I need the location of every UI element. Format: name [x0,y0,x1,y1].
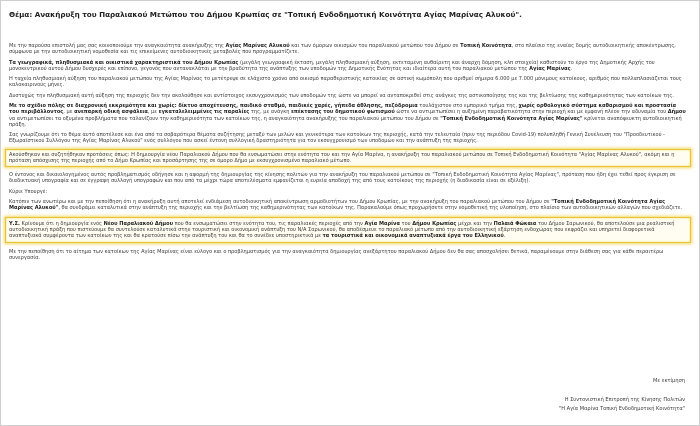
bold-span: Δήμου Κρωπίας [412,220,457,227]
text-span: που θα ενσωματώσει στην ενότητα του, τις παραλιακές περιοχές από την [173,220,365,227]
bold-span: "Τοπική Ενδοδημοτική Κοινότητα Αγίας Μαρίνας" [440,115,583,122]
paragraph-citizens-movement [9,172,687,184]
highlighted-postscript [5,217,691,243]
paragraph-characteristics [9,60,687,72]
paragraph-assembly [9,132,687,144]
paragraph-infrastructure [9,93,687,99]
text-span: ώστε να αντιμετωπίσει η αυξημένη παραβατικότητα στην περιοχή και με εμφανή πλέον την αδυναμία του [394,109,668,116]
bold-span: ανεπαρκή οδική ασφάλεια [74,109,148,116]
text-span: Σας γνωρίζουμε ότι το θέμα αυτό αποτέλεσε και ένα από τα σοβαρότερα θέματα συζήτησης μεταξύ των μελών και γενικότερα των κατοίκων της περιοχής, κατά την τελευταία (πριν της περιόδου Covid-19) πολυπληθή Γενική Συνέλευση του "Προοδευτικού - Εξωραϊστικού Συλλόγου της Αγίας Μαρίνας Αλυκού" ενός συλλόγου που ασκεί έντονη συλλογική δραστηριότητα για τον εκσυγχρονισμό των υποδομών και την ανάπτυξη της περιοχής. [9,132,665,145]
movement-name: "Η Αγία Μαρίνα Τοπική Ενδοδημοτική Κοινότητα" [558,406,685,412]
bold-span: Αγίας Μαρίνας [529,65,571,72]
paragraph-problems [9,103,687,128]
bold-span: Αγίας Μαρίνας Αλυκού [225,43,290,49]
letter-body [9,43,687,266]
text-span: Ο έντονος και δικαιολογημένος αυτός προβληματισμός οδήγησε και η αφορμή της δημιουργίας της κίνησης πολιτών για την ανακήρυξη του παραλιακού μετώπου σε "Τοπική Ενδοδημοτική Κοινότητα Αγίας Μαρίνας", πρόταση που ήδη έχει τεθεί προς έγκριση σε διαδικτυακή υπογραφία και σε έγγραφη συλλογή υπογραφών και που από τα μέχρι τώρα αποτελέσματα εμφανίζεται η ευρεία αποδοχή της από τους κατοίκους της περιοχής (η διαδικασία είναι σε εξέλιξη). [9,172,676,185]
paragraph-population [9,76,687,88]
salutation [9,189,687,195]
text-span: Ακούσθηκαν και συζητήθηκαν προτάσεις όπως: Η δημιουργία νέου Παραλιακού Δήμου που θα ενσωματώσει στην ενότητα του και την Αγία Μαρίνα, η ανακήρυξη του παραλιακού μετώπου σε Τοπική Ενδοδημοτική Κοινότητα "Αγίας Μαρίνας Αλυκού", ακόμη και η πρόταση απόσχισης της περιοχής από το Δήμο Κρωπίας και προσάρτησης της σε όμορο Δήμο με εκσυγχρονισμένο παραλιακό μέτωπο. [9,151,675,164]
bold-span: Αγία Μαρίνα [364,220,400,227]
text-span: μέχρι και την [456,220,494,227]
text-span: , θα συνδράμει καταλυτικά στην ανάπτυξη της περιοχής και την βελτίωση της καθημερινότητας των κατοίκων της. Παρακαλούμε όπως προχωρήσετε στην νομοθετική της υλοποίηση, στο πλαίσιο των αυτοδιοικητικών αλλαγών που σχεδιάζετε. [58,205,683,212]
text-span: Με την πεποίθηση ότι το αίτημα των κατοίκων της Αγίας Μαρίνας είναι εύλογο και ο προβληματισμός για την αναγκαιότητα δημιουργίας ανεξάρτητου παραλιακού Δήμου δεν θα σας αποσχολήσει θετικά, παραμένουμε στην διάθεση σας για κάθε περαιτέρω συνεργασία. [9,248,664,262]
paragraph-request [9,199,687,211]
text-span: να αντιμετωπίσει τα οξυμένα προβλήματα που ταλανίζουν την καθημερινότητα των κατοίκων της, η αναγκαιότητα ανακήρυξης του παραλιακού μετώπου του Δήμου σε [9,115,441,122]
closing-text: Με εκτίμηση [653,378,685,384]
text-span: . [570,65,573,72]
signature-block [559,377,685,414]
text-span: . [503,232,506,239]
text-span: τουλάχιστον στο εμπορικό τμήμα της, [417,103,519,110]
bold-span: εγκαταλελειμμένες τις παραλίες [158,109,250,116]
bold-span: Νέου Παραλιακού Δήμου [103,220,173,227]
bold-span: Παλαιά Φώκαια [493,220,537,227]
text-span: , στο πλαίσιο της εναίας δομής αυτοδιοικητικής αποκέντρωσης, σύμφωνα με την αυτοδιοικητική νομοθεσία και τις επικείμενες αυτοδιοικητικές μεταβολές που προγραμματίζετε. [9,43,676,56]
text-span: της, με ανάγκη [249,109,292,116]
paragraph-intro [9,43,687,55]
text-span: Κύριε Υπουργέ: [9,188,48,195]
bold-span: "Τοπική Ενδοδημοτική Κοινότητα Αγίας Μαρίνας Αλυκού" [9,199,666,212]
text-span: του Δήμου Σαρωνικού, θα αποτελούσε μια ρεαλιστική αυτοδιοικητική πράξη που πιστεύουμε θα συντελούσε καταλυτικά στην τουριστική και οικονομική ανάπτυξη του Ν/Α Σαρωνικού, θα αποδέσμευε το παραλιακό μέτωπο από την αυτοδιοικητική εξάρτηση ενδοχώρας που εκφράζει και υπηρετεί διαφορετικά αναπτυξιακά συμφέροντα των κατοίκων της και θα κρατούσε πίσω την ανάπτυξη του και θα το συνέδεε υποστηρικτικά με [9,220,675,239]
bold-span: χωρίς ορθολογικό σύστημα καθαρισμού και προστασία του περιβάλλοντος [9,103,677,116]
bold-span: τα τουριστικά και οικονομικά αναπτυξιακά έργα του Ελληνικού [322,232,504,239]
bold-span: επέκτασης του δημοτικού φωτισμού [291,109,395,116]
bold-span: Τοπική Κοινότητα [460,43,512,49]
text-span: Με την παρούσα επιστολή μας σας κοινοποιούμε την αναγκαιότητα ανακήρυξης της [9,43,226,49]
bold-span: Υ.Σ. [9,220,20,227]
bold-span: Με το σχέδιο πόλης σε διαχρονική εκκρεμότητα και χωρίς: δίκτυο αποχέτευσης, παιδικό σταθμό, παιδικές χαρές, γήπεδα άθλησης, πεζόδρομια [9,103,418,110]
text-span: και των όμορων οικισμών του παραλιακού μετώπου του Δήμου σε [289,43,461,49]
text-span: Κατόπιν των ανωτέρω και με την πεποίθηση ότι η ανακήρυξη αυτή αποτελεί ενδιάμεση αυτοδιοικητική αποκέντρωση αρμοδιοτήτων του Δήμου Κρωπίας, με την ανακήρυξη του παραλιακού μετώπου του Δήμου σε [9,199,552,206]
bold-span: Δήμου [667,109,686,116]
subject-line: Θέμα: Ανακήρυξη του Παραλιακού Μετώπου του Δήμου Κρωπίας σε "Τοπική Ενδοδημοτική Κοινότητα Αγίας Μαρίνας Αλυκού". [9,10,522,19]
text-span: (μεγάλη γεωγραφική έκταση, μεγάλη πληθυσμιακή αύξηση, εκτεταμένη αυθαίρετη και άναρχη δόμηση, κλπ στοιχεία) καθιστούν το έργο της Δημοτικής Αρχής του μονοκεντρικού αυτού Δήμου δυσχερές και επίπονο, γεγονός που αντανακλάται με την βραδύτητα της ανάπτυξης των υποδομών της Δημοτικής Ενότητας και ιδιαίτερα αυτή του παραλιακού μετώπου της [9,59,655,72]
text-span: κρίνεται αναπόφευκτη αυτοδιοικητική πράξη. [9,115,682,128]
text-span: Κρίνουμε ότι η δημιουργία ενός [19,220,104,227]
bold-span: Τα γεωγραφικά, πληθυσμιακά και οικιστικά χαρακτηριστικά του Δήμου Κρωπίας [9,59,239,66]
text-span: του [399,220,413,227]
text-span: , με [147,109,159,116]
highlighted-proposals [5,149,691,167]
paragraph-closing [9,249,687,261]
text-span: Δυστυχώς την πληθυσμιακή αυτή αύξηση της περιοχής δεν την ακολούθησε και αντίστοιχος εκσυγχρονισμός των υποδομών της ώστε να μπορεί να ανταποκριθεί στις ανάγκες της αστικοποίησης της και της βελτίωσης της καθημερινότητας των κατοίκων της. [9,92,674,99]
text-span: , με [63,109,75,116]
committee-name: Η Συντονιστική Επιτροπή της Κίνησης Πολιτών [564,397,685,403]
text-span: Η ταχεία πληθυσμιακή αύξηση του παραλιακού μετώπου της Αγίας Μαρίνας το μετέτρεψε σε ελάχιστο χρόνο από οικισμό παραθεριστικής κατοικίας σε αστική κωμόπολη που αριθμεί σήμερα 6.000 με 7.000 μόνιμους κατοίκους, αριθμός που πολλαπλασιάζεται τους καλοκαιρινούς μήνες. [9,76,682,89]
